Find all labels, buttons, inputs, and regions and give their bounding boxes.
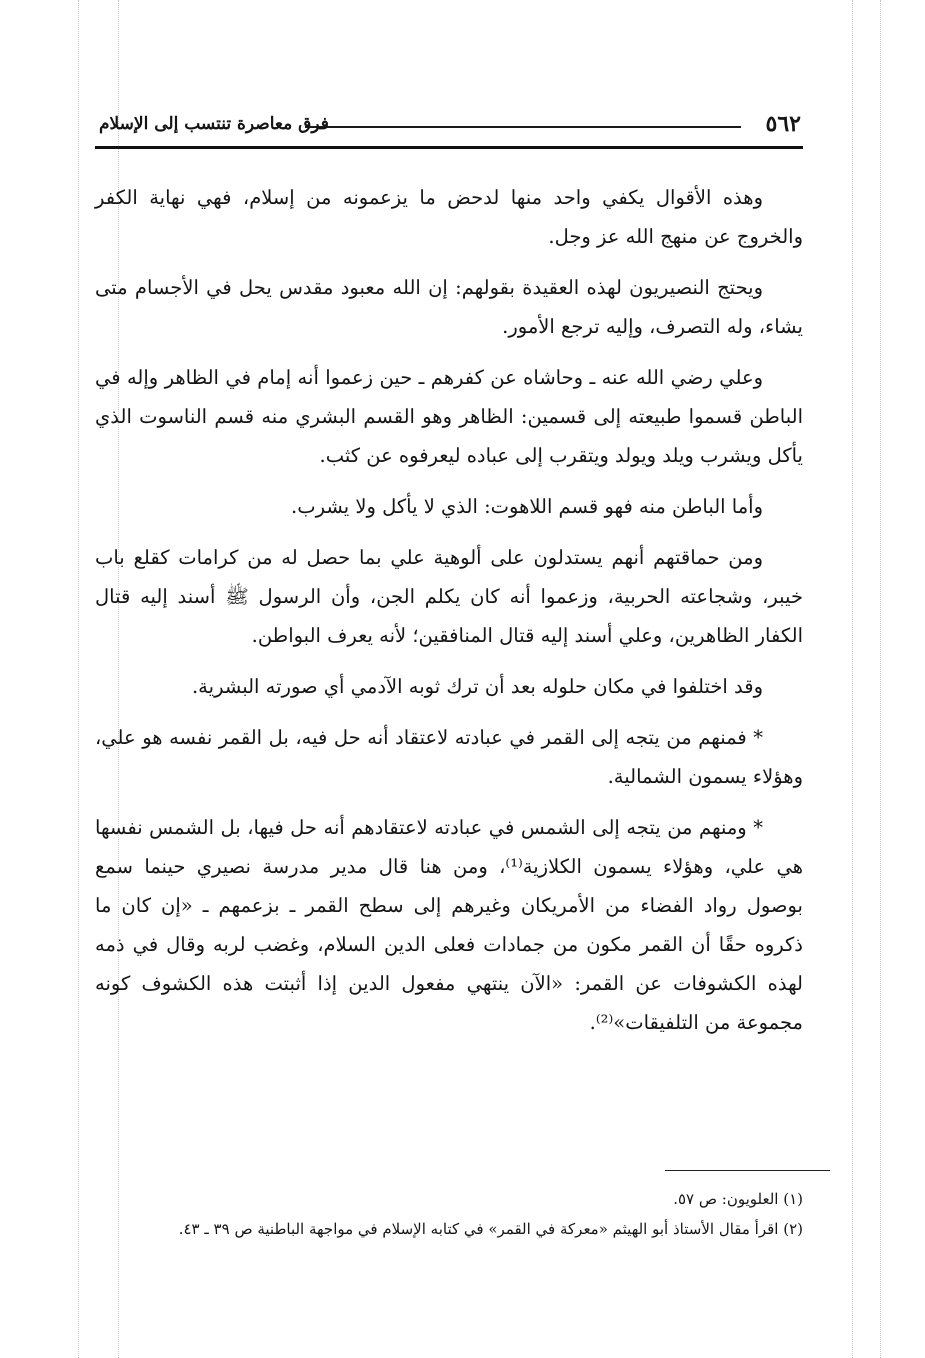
paragraph: وهذه الأقوال يكفي واحد منها لدحض ما يزعمونه من إسلام، فهي نهاية الكفر والخروج عن منهج الله عز وجل. [95, 186, 803, 248]
main-text [95, 178, 803, 1054]
paragraph: ويحتج النصيريون لهذه العقيدة بقولهم: إن الله معبود مقدس يحل في الأجسام متى يشاء، وله التصرف، وإليه ترجع الأمور. [95, 276, 803, 338]
scan-artifact-line [852, 0, 853, 1358]
paragraph: * فمنهم من يتجه إلى القمر في عبادته لاعتقاد أنه حل فيه، بل القمر نفسه هو علي، وهؤلاء يسمون الشمالية. [95, 726, 803, 788]
header-dash [305, 126, 741, 128]
footnote: (١) العلويون: ص ٥٧. [673, 1190, 803, 1208]
page-number: ٥٦٢ [765, 111, 801, 137]
footnote: (٢) اقرأ مقال الأستاذ أبو الهيثم «معركة في القمر» في كتابه الإسلام في مواجهة الباطنية ص ٣٩ ـ ٤٣. [178, 1220, 803, 1238]
running-header [95, 110, 803, 138]
scan-artifact-line [78, 0, 79, 1358]
paragraph: * ومنهم من يتجه إلى الشمس في عبادته لاعتقادهم أنه حل فيها، بل الشمس نفسها هي علي، وهؤلاء يسمون الكلازية⁽¹⁾، ومن هنا قال مدير مدرسة نصيري حينما سمع بوصول رواد الفضاء من الأمريكان وغيرهم إلى سطح القمر ـ بزعمهم ـ «إن كان ما ذكروه حقًا أن القمر مكون من جمادات فعلى الدين السلام، وغضب لربه وقال في ذمه لهذه الكشوفات عن القمر: «الآن ينتهي مفعول الدين إذا أثبتت هذه الكشوف كونه مجموعة من التلفيقات»⁽²⁾. [95, 816, 804, 1034]
paragraph: وقد اختلفوا في مكان حلوله بعد أن ترك ثوبه الآدمي أي صورته البشرية. [191, 675, 763, 698]
footnotes [95, 1184, 803, 1244]
footnote-rule [665, 1170, 830, 1171]
running-title: فرق معاصرة تنتسب إلى الإسلام [99, 114, 329, 134]
scan-artifact-line [880, 0, 881, 1358]
paragraph: وعلي رضي الله عنه ـ وحاشاه عن كفرهم ـ حين زعموا أنه إمام في الظاهر وإله في الباطن قسموا طبيعته إلى قسمين: الظاهر وهو القسم البشري منه قسم الناسوت الذي يأكل ويشرب ويلد ويولد ويتقرب إلى عباده ليعرفوه عن كثب. [95, 366, 803, 467]
header-rule [95, 146, 803, 149]
paragraph: ومن حماقتهم أنهم يستدلون على ألوهية علي بما حصل له من كرامات كقلع باب خيبر، وشجاعته الحربية، وزعموا أنه كان يكلم الجن، وأن الرسول ﷺ أسند إليه قتال الكفار الظاهرين، وعلي أسند إليه قتال المنافقين؛ لأنه يعرف البواطن. [95, 546, 803, 647]
paragraph: وأما الباطن منه فهو قسم اللاهوت: الذي لا يأكل ولا يشرب. [291, 495, 763, 518]
